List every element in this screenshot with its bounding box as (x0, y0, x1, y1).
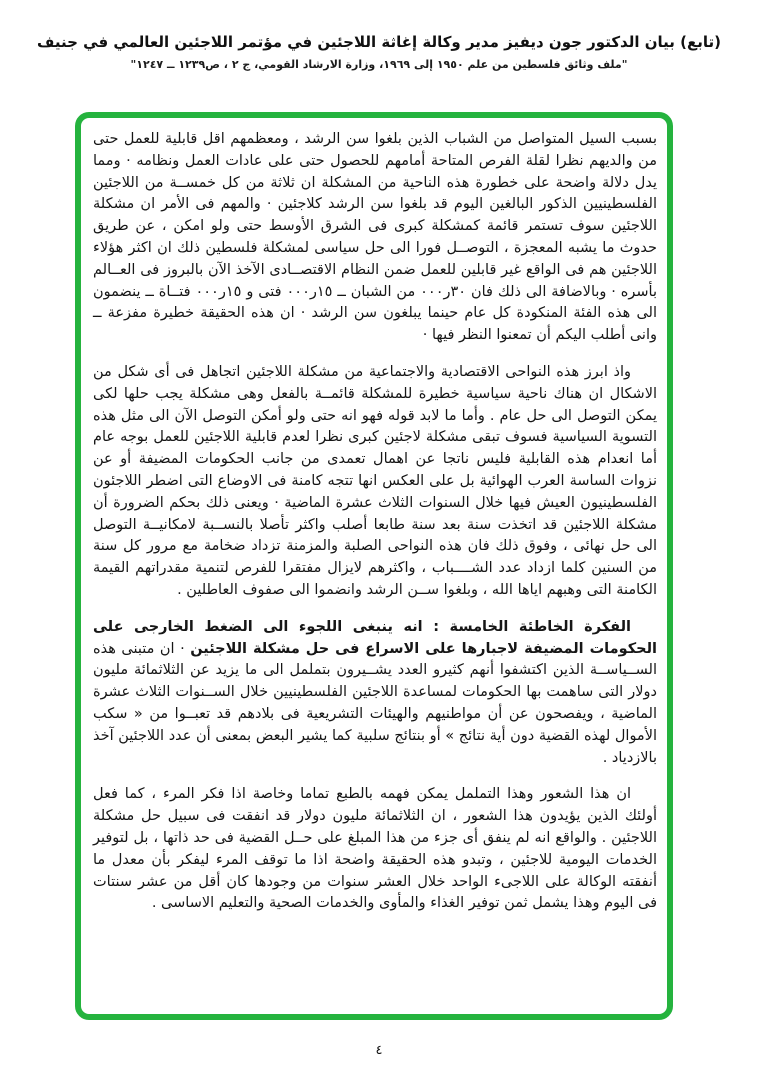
body-paragraph-1: بسبب السيل المتواصل من الشباب الذين بلغوا سن الرشد ، ومعظمهم اقل قابلية للعمل حتى من والديهم نظرا لقلة الفرص المتاحة أمامهم للحصول حتى على عادات العمل ونظامه · ومما يدل دلالة واضحة على خطورة هذه الناحية من المشكلة ان ثلاثة من كل خمســة من اللاجئين الفلسطينيين الذكور البالغين اليوم قد بلغوا سن الرشد كلاجئين · والمهم فى الأمر ان مشكلة اللاجئين سوف تستمر قائمة كمشكلة كبرى فى الشرق الأوسط حتى ولو امكن ، عن طريق حدوث ما يشبه المعجزة ، التوصــل فورا الى حل سياسى لمشكلة فلسطين ذلك ان اكثر هؤلاء اللاجئين هم فى الواقع غير قابلين للعمل ضمن النظام الاقتصــادى الآخذ الآن بالبروز فى العــالم بأسره · وبالاضافة الى ذلك فان ٣٠ر٠٠٠ من الشبان ــ ١٥ر٠٠٠ فتى و ١٥ر٠٠٠ فتــاة ــ ينضمون الى هذه الفئة المنكودة كل عام حينما يبلغون سن الرشد · ان هذه الحقيقة خطيرة مفزعة ــ وانى أطلب اليكم أن تمعنوا النظر فيها · (93, 131, 657, 344)
body-paragraph-3-text: · ان متبنى هذه الســياســة الذين اكتشفوا أنهم كثيرو العدد يشــيرون بتململ الى ما يزيد عن الثلاثمائة مليون دولار التى ساهمت بها الحكومات لمساعدة اللاجئين الفلسطينيين خلال الســنوات الثلاث عشرة الماضية ، ويفصحون عن أن مواطنيهم والهيئات التشريعية فى بلادهم قد تعبــوا من « سكب الأموال لهذه القضية دون أية نتائج » أو بنتائج سلبية كما يشير البعض بمعنى أن عدد اللاجئين آخذ بالازدياد . (93, 640, 657, 766)
body-paragraph-3 (93, 617, 657, 770)
bold-section-heading: الفكرة الخاطئة الخامسة : انه ينبغى اللجوء الى الضغط الخارجى على الحكومات المضيفة لاجبارها على الاسراع فى حل مشكلة اللاجئين (93, 618, 657, 657)
page-header (0, 33, 758, 71)
page-number: ٤ (375, 1043, 383, 1058)
document-source-citation: "ملف وثائق فلسطين من علم ١٩٥٠ إلى ١٩٦٩، وزارة الارشاد القومي، ج ٢ ، ص١٢٣٩ ــ ١٢٤٧" (130, 58, 628, 71)
body-paragraph-2: واذ ابرز هذه النواحى الاقتصادية والاجتماعية من مشكلة اللاجئين اتجاهل فى أى شكل من الاشكال ان هناك ناحية سياسية خطيرة للمشكلة قائمــة بالفعل وهى مشكلة يجب حلها لكى يمكن التوصل الى حل عام . وأما ما لابد قوله فهو انه حتى ولو أمكن التوصل الآن الى مثل هذه التسوية السياسية فسوف تبقى مشكلة لاجئين كبرى نظرا لعدم قابلية اللاجئين للعمل بوجه عام أما انعدام هذه القابلية فليس ناتجا عن اهمال تعمدى من جانب الحكومات المضيفة أو عن نزوات الساسة العرب الهوائية بل على العكس انها تتجه كامنة فى الاوضاع التى اضطر اللاجئون الفلسطينيون العيش فيها خلال السنوات الثلاث عشرة الماضية · ويعنى ذلك بحكم الضرورة أن مشكلة اللاجئين قد اتخذت سنة بعد سنة طابعا أصلب واكثر تأصلا بالنســبة لامكانيــة التوصل الى حل نهائى ، وفوق ذلك فان هذه النواحى الصلبة والمزمنة تزداد ضخامة مع مرور كل سنة من السنين كلما ازداد عدد الشــــباب ، واكثرهم لايزال مفتقرا للفرص لتنمية مقدراتهم القيمة الكامنة التى وهبهم اياها الله ، وبلغوا ســن الرشد وانضموا الى صفوف العاطلين . (93, 363, 657, 598)
green-border-frame (75, 112, 673, 1020)
body-paragraph-4: ان هذا الشعور وهذا التململ يمكن فهمه بالطبع تماما وخاصة اذا فكر المرء ، كما فعل أولئك الذين يؤيدون هذا الشعور ، ان الثلاثمائة مليون دولار قد انفقت فى سبيل حل مشكلة اللاجئين . والواقع انه لم ينفق أى جزء من هذا المبلغ على حــل القضية فى حد ذاتها ، بل لتوفير الخدمات اليومية للاجئين ، وتبدو هذه الحقيقة واضحة اذا ما توقف المرء ليفكر بأن معدل ما أنفقته الوكالة على اللاجىء الواحد خلال العشر سنوات من وجودها كان أقل من عشر سنتات فى اليوم وهذا يشمل ثمن توفير الغذاء والمأوى والخدمات الصحية والتعليم الاساسى . (93, 786, 657, 912)
document-title: (تابع) بيان الدكتور جون ديفيز مدير وكالة إغاثة اللاجئين في مؤتمر اللاجئين العالمي في جنيف (37, 33, 721, 51)
document-body-text (93, 129, 657, 915)
